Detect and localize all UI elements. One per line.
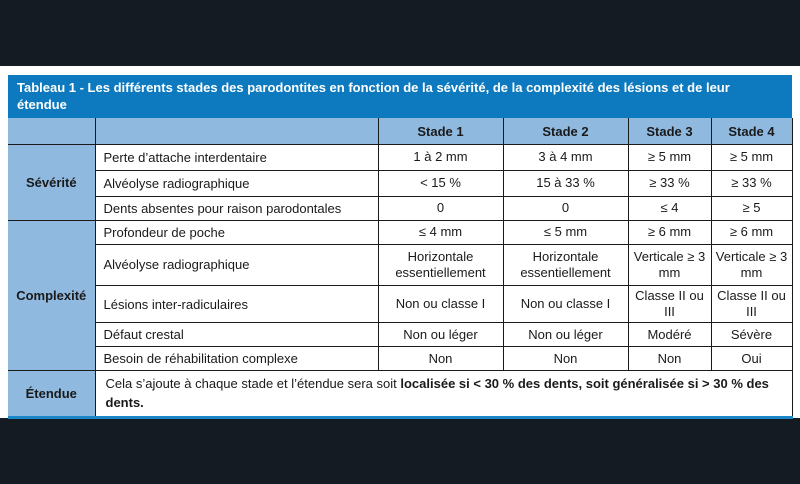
- value-cell: Modéré: [628, 323, 711, 347]
- value-cell: < 15 %: [378, 170, 503, 196]
- value-cell: ≤ 5 mm: [503, 220, 628, 244]
- value-cell: 1 à 2 mm: [378, 144, 503, 170]
- value-cell: Non ou léger: [378, 323, 503, 347]
- value-cell: Non: [503, 347, 628, 371]
- table-row: [8, 144, 792, 170]
- value-cell: ≥ 33 %: [628, 170, 711, 196]
- value-cell: Horizontale essentiellement: [503, 244, 628, 285]
- value-cell: Non ou léger: [503, 323, 628, 347]
- value-cell: ≥ 5 mm: [628, 144, 711, 170]
- etendue-text-regular: Cela s’ajoute à chaque stade et l’étendue sera soit: [105, 376, 401, 392]
- value-cell: ≥ 5 mm: [711, 144, 792, 170]
- criteria-cell: Alvéolyse radiographique: [95, 170, 378, 196]
- value-cell: ≥ 6 mm: [628, 220, 711, 244]
- value-cell: Non: [378, 347, 503, 371]
- value-cell: Non ou classe I: [503, 285, 628, 323]
- column-header-stade-2: Stade 2: [503, 118, 628, 144]
- etendue-description-cell: [95, 371, 792, 417]
- group-label-complexite: Complexité: [8, 220, 95, 371]
- value-cell: 0: [378, 196, 503, 220]
- table-row: [8, 285, 792, 323]
- value-cell: Verticale ≥ 3 mm: [711, 244, 792, 285]
- criteria-cell: Alvéolyse radiographique: [95, 244, 378, 285]
- value-cell: Non ou classe I: [378, 285, 503, 323]
- group-label-severite: Sévérité: [8, 144, 95, 220]
- value-cell: ≤ 4: [628, 196, 711, 220]
- value-cell: Classe II ou III: [628, 285, 711, 323]
- value-cell: ≤ 4 mm: [378, 220, 503, 244]
- stages-table: [8, 118, 793, 418]
- value-cell: 0: [503, 196, 628, 220]
- value-cell: Oui: [711, 347, 792, 371]
- criteria-cell: Lésions inter-radiculaires: [95, 285, 378, 323]
- value-cell: 15 à 33 %: [503, 170, 628, 196]
- value-cell: Classe II ou III: [711, 285, 792, 323]
- value-cell: Verticale ≥ 3 mm: [628, 244, 711, 285]
- value-cell: Horizontale essentiellement: [378, 244, 503, 285]
- column-header-stade-4: Stade 4: [711, 118, 792, 144]
- value-cell: Sévère: [711, 323, 792, 347]
- criteria-cell: Profondeur de poche: [95, 220, 378, 244]
- table-row: [8, 347, 792, 371]
- value-cell: Non: [628, 347, 711, 371]
- value-cell: ≥ 6 mm: [711, 220, 792, 244]
- criteria-cell: Besoin de réhabilitation complexe: [95, 347, 378, 371]
- criteria-column-header-empty: [95, 118, 378, 144]
- table-row: [8, 244, 792, 285]
- criteria-cell: Dents absentes pour raison parodontales: [95, 196, 378, 220]
- group-label-etendue: Étendue: [8, 371, 95, 417]
- column-header-stade-1: Stade 1: [378, 118, 503, 144]
- value-cell: 3 à 4 mm: [503, 144, 628, 170]
- value-cell: ≥ 5: [711, 196, 792, 220]
- table-row: [8, 170, 792, 196]
- table-row: [8, 220, 792, 244]
- column-header-stade-3: Stade 3: [628, 118, 711, 144]
- criteria-cell: Défaut crestal: [95, 323, 378, 347]
- group-column-header-empty: [8, 118, 95, 144]
- criteria-cell: Perte d’attache interdentaire: [95, 144, 378, 170]
- table-title-bar: Tableau 1 - Les différents stades des parodontites en fonction de la sévérité, de la complexité des lésions et de leur étendue: [8, 75, 792, 118]
- table-row: [8, 323, 792, 347]
- table-row: [8, 196, 792, 220]
- table-document: [8, 75, 792, 419]
- etendue-text-bold: localisée si < 30 % des dents, soit généralisée si > 30 % des dents.: [105, 376, 769, 410]
- table-row-etendue: [8, 371, 792, 417]
- table-header-row: [8, 118, 792, 144]
- value-cell: ≥ 33 %: [711, 170, 792, 196]
